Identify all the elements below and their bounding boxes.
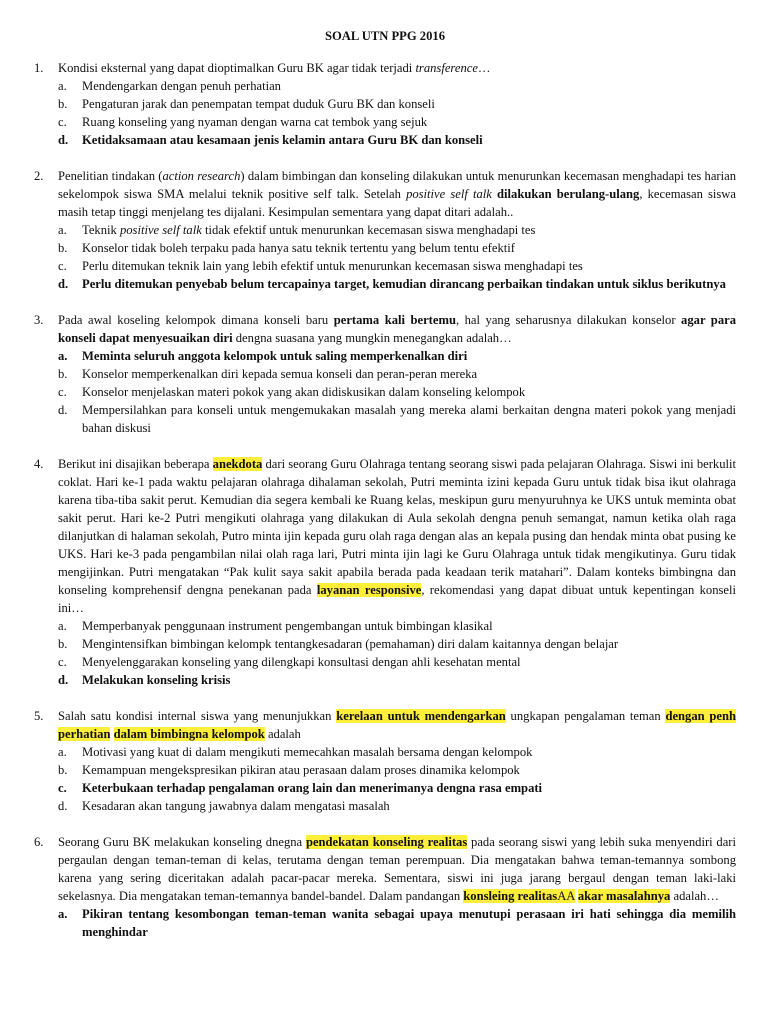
option-letter: b.	[58, 637, 68, 651]
question-number: 6.	[34, 835, 44, 849]
question-number: 5.	[34, 709, 44, 723]
text-run: adalah…	[670, 889, 719, 903]
option-letter: d.	[58, 673, 69, 687]
question-item	[34, 59, 736, 149]
question-item	[34, 455, 736, 689]
text-run: transference	[415, 61, 478, 75]
option-text	[82, 131, 736, 149]
highlighted-text: layanan responsive	[316, 583, 422, 597]
text-run: Keterbukaan terhadap pengalaman orang lain dan menerimanya dengna rasa empati	[82, 781, 543, 795]
question-list	[34, 59, 736, 941]
text-run: positive self talk	[406, 187, 492, 201]
text-run: Mendengarkan dengan penuh perhatian	[82, 79, 281, 93]
question-stem	[58, 59, 736, 77]
text-run: adalah	[264, 727, 301, 741]
option-letter: d.	[58, 403, 68, 417]
option-list	[58, 743, 736, 815]
option-letter: c.	[58, 781, 67, 795]
option-letter: a.	[58, 907, 68, 921]
option-item	[58, 635, 736, 653]
question-stem	[58, 311, 736, 347]
question-body	[58, 167, 736, 293]
question-body	[58, 59, 736, 149]
option-text	[82, 797, 736, 815]
option-item	[58, 743, 736, 761]
text-run: Meminta seluruh anggota kelompok untuk saling memperkenalkan diri	[82, 349, 468, 363]
option-item	[58, 617, 736, 635]
text-run: Berikut ini disajikan beberapa	[58, 457, 213, 471]
text-run: Motivasi yang kuat di dalam mengikuti memecahkan masalah bersama dengan kelompok	[82, 745, 533, 759]
option-letter: c.	[58, 259, 67, 273]
option-letter: d.	[58, 799, 68, 813]
text-run: , kecemasan siswa masih tetap tinggi menjelang tes dijalani. Kesimpulan sementara yang dapat ditari adalah..	[58, 187, 736, 219]
option-text	[82, 347, 736, 365]
option-list	[58, 905, 736, 941]
option-text	[82, 905, 736, 941]
question-stem	[58, 455, 736, 617]
text-run: dilakukan berulang-ulang	[497, 187, 640, 201]
option-text	[82, 365, 736, 383]
option-item	[58, 257, 736, 275]
text-run: Pengaturan jarak dan penempatan tempat duduk Guru BK dan konseli	[82, 97, 435, 111]
text-run: Pikiran tentang kesombongan teman-teman wanita sebagai upaya menutupi perasaan iri hati sehingga dia memilih menghindar	[82, 907, 736, 939]
question-item	[34, 167, 736, 293]
option-letter: a.	[58, 349, 68, 363]
answer-option	[58, 275, 736, 293]
question-body	[58, 707, 736, 815]
text-run: positive self talk	[119, 223, 202, 237]
text-run: tidak efektif untuk menurunkan kecemasan siswa menghadapi tes	[201, 223, 536, 237]
text-run: Konselor memperkenalkan diri kepada semua konseli dan peran-peran mereka	[82, 367, 478, 381]
text-run: ) dalam bimbingan dan konseling dilakukan untuk menurunkan kecemasan menghadapi tes harian sekelompok siswa SMA melalui teknik positive self talk. Setelah	[58, 169, 736, 201]
text-run: agar para konseli dapat menyesuaikan diri	[58, 313, 736, 345]
highlighted-text: anekdota	[212, 457, 263, 471]
option-text	[82, 779, 736, 797]
option-text	[82, 275, 736, 293]
option-item	[58, 653, 736, 671]
text-run: …	[477, 61, 491, 75]
text-run: Penelitian tindakan (	[58, 169, 163, 183]
highlighted-text: dalam bimbingna kelompok	[113, 727, 265, 741]
highlighted-text: konsleing realitas	[463, 889, 558, 903]
option-letter: d.	[58, 277, 69, 291]
question-number: 1.	[34, 61, 44, 75]
option-list	[58, 77, 736, 149]
option-letter: a.	[58, 79, 67, 93]
option-letter: c.	[58, 655, 67, 669]
option-item	[58, 383, 736, 401]
option-list	[58, 347, 736, 437]
option-text	[82, 77, 736, 95]
document-title: SOAL UTN PPG 2016	[324, 29, 445, 43]
option-letter: b.	[58, 367, 68, 381]
text-run: Konselor menjelaskan materi pokok yang akan didiskusikan dalam konseling kelompok	[82, 385, 526, 399]
option-text	[82, 113, 736, 131]
text-run: pada seorang siswi yang lebih suka menyendiri dari pergaulan dengan teman-teman di kelas, terutama dengan teman perempuan. Dia mengatakan bahwa teman-temannya sombong karena yang sering diceritakan adalah pacar-pacar mereka. Sementara, siswi ini juga jarang bergaul dengan teman laki-laki sekelasnya. Dia mengatakan teman-temannya bandel-bandel. Dalam pandangan	[58, 835, 736, 903]
option-text	[82, 401, 736, 437]
option-text	[82, 635, 736, 653]
option-letter: b.	[58, 763, 68, 777]
option-text	[82, 221, 736, 239]
text-run: Kesadaran akan tangung jawabnya dalam mengatasi masalah	[82, 799, 390, 813]
text-run: Konselor tidak boleh terpaku pada hanya satu teknik tertentu yang belum tentu efektif	[82, 241, 515, 255]
option-text	[82, 383, 736, 401]
text-run: ungkapan pengalaman teman	[505, 709, 666, 723]
text-run: , rekomendasi yang dapat dibuat untuk kepentingan konseli ini…	[58, 583, 736, 615]
option-letter: c.	[58, 115, 67, 129]
option-item	[58, 77, 736, 95]
text-run: dengna suasana yang mungkin menegangkan adalah…	[232, 331, 512, 345]
text-run: Mengintensifkan bimbingan kelompk tentangkesadaran (pemahaman) diri dalam kaitannya dengan belajar	[82, 637, 619, 651]
option-text	[82, 239, 736, 257]
option-letter: b.	[58, 97, 68, 111]
option-letter: b.	[58, 241, 68, 255]
answer-option	[58, 905, 736, 941]
text-run: Perlu ditemukan teknik lain yang lebih efektif untuk menurunkan kecemasan siswa menghadapi tes	[82, 259, 583, 273]
question-number: 2.	[34, 169, 44, 183]
question-stem	[58, 833, 736, 905]
text-run: Ruang konseling yang nyaman dengan warna cat tembok yang sejuk	[82, 115, 428, 129]
option-item	[58, 95, 736, 113]
option-item	[58, 797, 736, 815]
option-text	[82, 95, 736, 113]
answer-option	[58, 131, 736, 149]
text-run: dari seorang Guru Olahraga tentang seorang siswi pada pelajaran Olahraga. Siswi ini berkulit coklat. Hari ke-1 pada waktu pelajaran olahraga dihalaman sekolah, Putri meminta izini kepada Guru untuk tidak bisa ikut olahraga karena tiba-tiba sakit perut. Kemudian dia segera kembali ke Ruang kelas, meskipun guru menyuruhnya ke UKS untuk meminta obat sakit perut. Hari ke-2 Putri mengikuti olahraga yang dilakukan di Aula sekolah dengna penuh semangat, namun ketika olah raga dilanjutkan di halaman sekolah, Putro minta ijin kepada guru olah raga dengan alas an kepala pusing dan hendak minta obat pusing ke UKS. Hari ke-3 pada pengambilan nilai olah raga lari, Putri minta ijin lagi ke Guru Olahraga untuk tidak mengikutinya. Guru tidak mengijinkan. Putri mengatakan “Pak kulit saya sakit apabila berada pada keadaan terik matahari”. Dalam konteks bimbingna dan konseling komprehensif dengna penekanan pada	[58, 457, 737, 597]
question-stem	[58, 707, 736, 743]
question-stem	[58, 167, 736, 221]
question-item	[34, 833, 736, 941]
option-text	[82, 671, 736, 689]
answer-option	[58, 779, 736, 797]
option-item	[58, 401, 736, 437]
text-run: Menyelenggarakan konseling yang dilengkapi konsultasi dengan ahli kesehatan mental	[82, 655, 521, 669]
option-list	[58, 617, 736, 689]
answer-option	[58, 671, 736, 689]
text-run: Seorang Guru BK melakukan konseling dnegna	[58, 835, 306, 849]
option-letter: a.	[58, 745, 67, 759]
option-list	[58, 221, 736, 293]
text-run: Mempersilahkan para konseli untuk mengemukakan masalah yang mereka alami berkaitan dengna materi pokok yang menjadi bahan diskusi	[82, 403, 736, 435]
text-run: Memperbanyak penggunaan instrument pengembangan untuk bimbingan klasikal	[82, 619, 493, 633]
option-item	[58, 221, 736, 239]
highlighted-text: kerelaan untuk mendengarkan	[336, 709, 506, 723]
text-run: Teknik	[82, 223, 120, 237]
text-run: Melakukan konseling krisis	[82, 673, 231, 687]
text-run: Salah satu kondisi internal siswa yang menunjukkan	[58, 709, 337, 723]
text-run: Ketidaksamaan atau kesamaan jenis kelamin antara Guru BK dan konseli	[82, 133, 483, 147]
option-text	[82, 653, 736, 671]
option-item	[58, 239, 736, 257]
highlighted-text: akar masalahnya	[577, 889, 671, 903]
text-run: action research	[162, 169, 241, 183]
option-item	[58, 113, 736, 131]
question-body	[58, 833, 736, 941]
option-text	[82, 761, 736, 779]
option-text	[82, 743, 736, 761]
highlighted-text: AA	[557, 889, 575, 903]
text-run: , hal yang seharusnya dilakukan konselor	[455, 313, 682, 327]
option-letter: c.	[58, 385, 67, 399]
text-run: Kondisi eksternal yang dapat dioptimalkan Guru BK agar tidak terjadi	[58, 61, 416, 75]
option-letter: a.	[58, 619, 67, 633]
text-run: pertama kali bertemu	[333, 313, 456, 327]
option-item	[58, 365, 736, 383]
text-run: Kemampuan mengekspresikan pikiran atau perasaan dalam proses dinamika kelompok	[82, 763, 520, 777]
option-item	[58, 761, 736, 779]
text-run: Pada awal koseling kelompok dimana konseli baru	[58, 313, 334, 327]
option-letter: d.	[58, 133, 69, 147]
question-item	[34, 311, 736, 437]
text-run: Perlu ditemukan penyebab belum tercapainya target, kemudian dirancang perbaikan tindakan untuk siklus berikutnya	[82, 277, 726, 291]
question-number: 3.	[34, 313, 44, 327]
question-item	[34, 707, 736, 815]
question-body	[58, 455, 736, 689]
option-letter: a.	[58, 223, 67, 237]
highlighted-text: dengan penh perhatian	[58, 709, 737, 741]
option-text	[82, 257, 736, 275]
question-body	[58, 311, 736, 437]
option-text	[82, 617, 736, 635]
highlighted-text: pendekatan konseling realitas	[305, 835, 468, 849]
question-number: 4.	[34, 457, 44, 471]
answer-option	[58, 347, 736, 365]
